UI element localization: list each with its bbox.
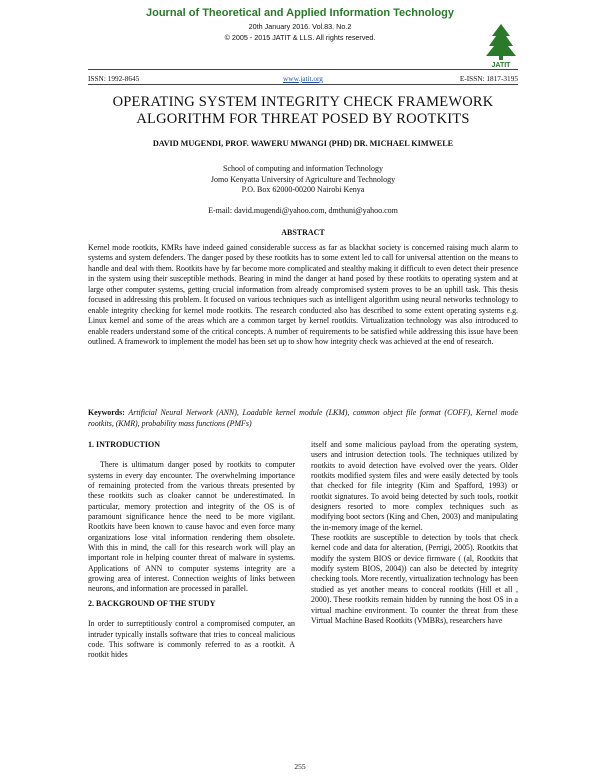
journal-name: Journal of Theoretical and Applied Information Technology	[145, 7, 455, 19]
header-rule-top	[88, 69, 518, 70]
title-line-1: OPERATING SYSTEM INTEGRITY CHECK FRAMEWORK	[112, 94, 494, 110]
left-column	[88, 440, 295, 661]
affil-line-1: School of computing and information Technology	[223, 164, 383, 173]
keywords-text: Artificial Neural Network (ANN), Loadable kernel module (LKM), common object file format (COFF), Kernel mode rootkits, (KMR), probability mass functions (PMFs)	[88, 408, 518, 428]
svg-text:JATIT: JATIT	[491, 62, 511, 68]
eissn: E-ISSN: 1817-3195	[459, 74, 518, 83]
keywords-label: Keywords:	[88, 408, 125, 417]
abstract-text: Kernel mode rootkits, KMRs have indeed gained considerable success as far as blackhat society is concerned raising much alarm to systems and system defenders. The danger posed by these rootkits has to some extent led to call for universal attention on the means to handle and deal with them. Rootkits have by far become more complicated and stealthy making it difficult to even detect their presence in the system using their susceptible methods. Bearing in mind the danger at hand posed by these rootkits to operating system and at large other computer systems, getting crucial information from already compromised system proves to be an uphill task. This thesis focused in addressing this problem. It focused on various techniques such as intelligent algorithm using neural networks technology to enable integrity checking for kernel mode rootkits. The research conducted also has described to some extent operating systems e.g. Linux kernel and some of the areas which are a common target by kernel rootkits. Virtualization technology was also introduced to enable readers understand some of the critical concepts. A number of requirements to be satisfied while addressing this issue have been outlined. A framework to implement the model has been set up to show how integrity check was achieved at the end of research.	[88, 243, 518, 347]
section-1-text: There is ultimatum danger posed by rootkits to computer systems in every day encounter. The overwhelming importance of remaining protected from the various threats presented by these rootkits such as cloaker cannot be underestimated. In particular, memory protection and integrity of the OS is of paramount significance hence the need to be more vigilant. Rootkits have been known to cause havoc and even force many organizations lose vital information rendering them obsolete. With this in mind, the call for this research work will play an important role in helping counter threat of malware in systems. Applications of ANN to computer systems integrity are a growing area of interest. Connection weights of links between neurons, and information are processed in parallel.	[88, 460, 295, 594]
affil-line-2: Jomo Kenyatta University of Agriculture and Technology	[210, 174, 396, 184]
journal-url-link[interactable]: www.jatit.org	[283, 74, 323, 83]
section-1-heading: 1. INTRODUCTION	[88, 440, 161, 449]
jatit-logo	[480, 22, 522, 68]
keywords	[88, 408, 518, 429]
issue-line: 20th January 2016. Vol.83. No.2	[248, 22, 352, 31]
section-2-heading: 2. BACKGROUND OF THE STUDY	[88, 598, 216, 608]
abstract-heading: ABSTRACT	[281, 228, 325, 237]
affil-line-3: P.O. Box 62000-00200 Nairobi Kenya	[241, 185, 365, 194]
page-number: 255	[294, 762, 306, 771]
paper-title	[88, 94, 518, 128]
right-column	[311, 440, 518, 626]
authors: DAVID MUGENDI, PROF. WAWERU MWANGI (PHD) DR. MICHAEL KIMWELE	[152, 139, 454, 148]
issn: ISSN: 1992-8645	[88, 74, 140, 83]
section-2-text: In order to surreptitiously control a compromised computer, an intruder typically installs software that tries to conceal malicious code. This software is commonly referred to as a rootkit. A rootkit hides	[88, 619, 295, 660]
right-paragraph-1: itself and some malicious payload from the operating system, users and intrusion detection tools. The techniques utilized by rootkits to avoid detection have evolved over the years. Older rootkits modified system files and were easily detected by tools that checked for file integrity (Kim and Spafford, 1993) or rootkit signatures. To avoid being detected by such tools, rootkit designers resorted to more complex techniques such as modifying boot sectors (King and Chen, 2003) and manipulating the in-memory image of the kernel.	[311, 440, 518, 532]
author-email: E-mail: david.mugendi@yahoo.com, dmthuni@yahoo.com	[208, 206, 398, 215]
right-paragraph-2: These rootkits are susceptible to detection by tools that check kernel code and data for alteration, (Perrigi, 2005). Rootkits that modify the system BIOS or device firmware ( (al, Rootkits that modify system BIOS, 2004)) can also be detected by integrity checking tools. More recently, virtualization technology has been studied as yet another means to conceal rootkits (Hill et all , 2000). These rootkits remain hidden by running the host OS in a virtual machine environment. To counter the threat from these Virtual Machine Based Rootkits (VMBRs), researchers have	[311, 533, 518, 625]
title-line-2: ALGORITHM FOR THREAT POSED BY ROOTKITS	[136, 111, 470, 127]
affiliation	[88, 164, 518, 196]
copyright-line: © 2005 - 2015 JATIT & LLS. All rights reserved.	[224, 33, 376, 42]
header-rule-bottom	[88, 84, 518, 85]
